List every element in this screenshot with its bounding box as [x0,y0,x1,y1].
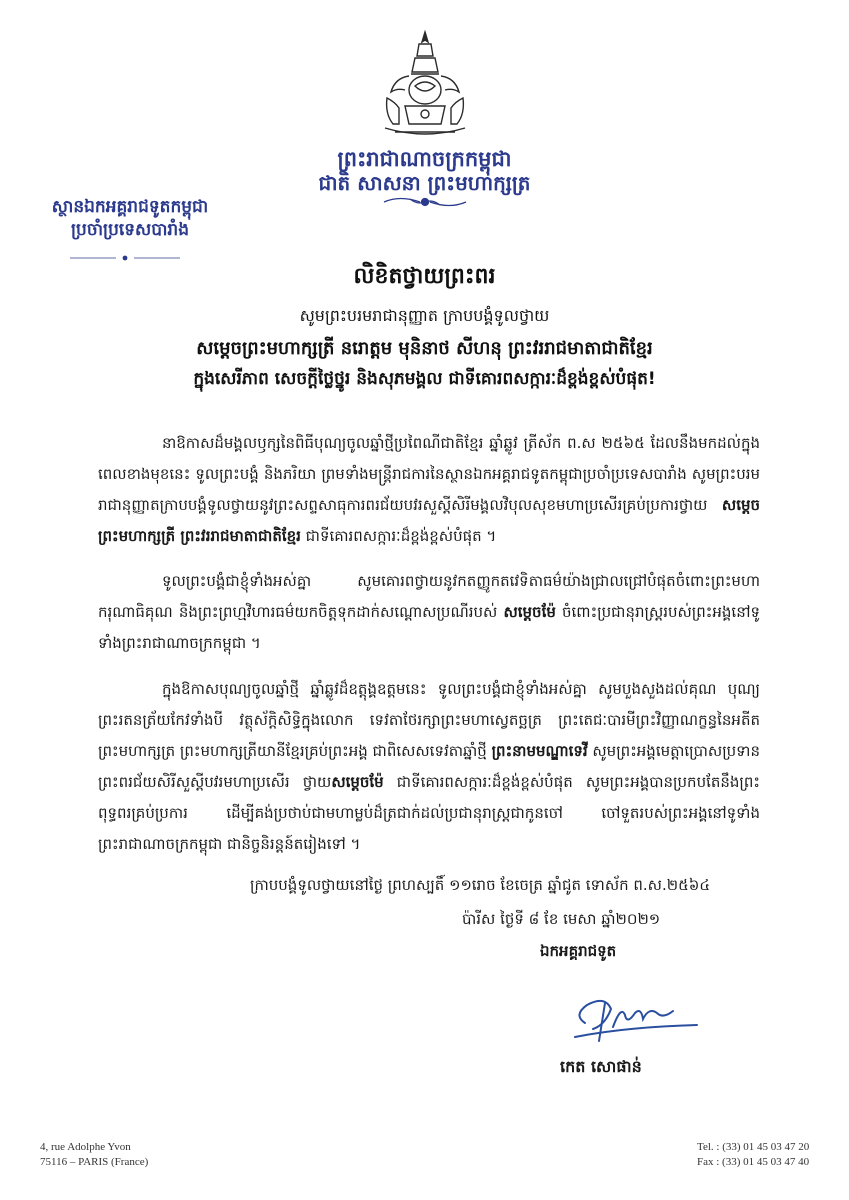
embassy-line-1: ស្ថានឯកអគ្គរាជទូតកម្ពុជា [51,197,209,217]
blessing-line: ក្នុងសេរីភាព សេចក្តីថ្លៃថ្នូរ និងសុភមង្គល ជាទីគោរពសក្ការៈដ៏ខ្ពង់ខ្ពស់បំផុត! [193,369,656,389]
embassy-divider-icon [70,254,180,262]
body-paragraph-1: នាឱកាសដ៏មង្គលឫក្សនៃពិធីបុណ្យចូលឆ្នាំថ្មីប្រពៃណីជាតិខ្មែរ ឆ្នាំឆ្លូវ ត្រីស័ក ព.ស ២៥៦៥ ដែលនឹងមកដល់ក្នុងពេលខាងមុខនេះ ទូលព្រះបង្គំ និងភរិយា ព្រមទាំងមន្ត្រីរាជការនៃស្ថានឯកអគ្គរាជទូតកម្ពុជាប្រចាំប្រទេសបារាំង សូមព្រះបរមរាជានុញ្ញាតក្រាបបង្គំទូលថ្វាយនូវព្រះសព្ទសាធុការពរជ័យបវរសួស្តីសិរីមង្គលវិបុលសុខមហាប្រសើរគ្រប់ប្រការថ្វាយ សម្តេចព្រះមហាក្សត្រី ព្រះវររាជមាតាជាតិខ្មែរ ជាទីគោរពសក្ការៈដ៏ខ្ពង់ខ្ពស់បំផុត ។ [98,434,760,545]
embassy-name [20,196,240,242]
document-title: លិខិតថ្វាយព្រះពរ [353,264,496,289]
fax-number: Fax : (33) 01 45 03 47 40 [697,1156,810,1168]
recipient-line: សម្តេចព្រះមហាក្សត្រី នរោត្តម មុនិនាថ សីហនុ ព្រះវររាជមាតាជាតិខ្មែរ [196,338,653,359]
embassy-address [40,1140,148,1170]
embassy-line-2: ប្រចាំប្រទេសបារាំង [70,220,190,240]
place-date-line: ប៉ារីស ថ្ងៃទី ៨ ខែ មេសា ឆ្នាំ២០២១ [462,910,661,928]
body-paragraph-3: ក្នុងឱកាសបុណ្យចូលឆ្នាំថ្មី ឆ្នាំឆ្លូវដ៏ឧត្តុង្គឧត្តមនេះ ទូលព្រះបង្គំជាខ្ញុំទាំងអស់គ្នា សូមបួងសួងដល់គុណ បុណ្យព្រះរតនត្រ័យកែវទាំងបី វត្ថុស័ក្តិសិទ្ធិក្នុងលោក ទេវតាថែរក្សាព្រះមហាស្វេតច្ឆត្រ ព្រះតេជៈបារមីព្រះវិញ្ញាណក្ខន្ធនៃអតីតព្រះមហាក្សត្រ ព្រះមហាក្សត្រីយានីខ្មែរគ្រប់ព្រះអង្គ ជាពិសេសទេវតាឆ្នាំថ្មី ព្រះនាមមណ្ឌាទេវី សូមព្រះអង្គមេត្តាប្រោសប្រទានព្រះពរជ័យសិរីសួស្តីបវរមហាប្រសើរ ថ្វាយសម្តេចម៉ែ ជាទីគោរពសក្ការៈដ៏ខ្ពង់ខ្ពស់បំផុត សូមព្រះអង្គបានប្រកបតែនឹងព្រះពុទ្ធពរគ្រប់ប្រការ ដើម្បីគង់ប្រថាប់ជាមហាម្លប់ដ៏ត្រជាក់ដល់ប្រជានុរាស្ត្រជាកូនចៅ ចៅទួតរបស់ព្រះអង្គនៅទូទាំងព្រះរាជាណាចក្រកម្ពុជា ជានិច្ចនិរន្តន៍តរៀងទៅ ។ [98,680,760,853]
embassy-contact [697,1140,809,1170]
handwritten-signature-icon [565,985,705,1055]
signer-title: ឯកអគ្គរាជទូត [540,942,617,960]
address-city: 75116 – PARIS (France) [40,1156,149,1168]
signer-name: កេត សោផាន់ [560,1057,642,1076]
body-paragraph-2: ទូលព្រះបង្គំជាខ្ញុំទាំងអស់គ្នា សូមគោរពថ្វាយនូវកតញ្ញូកតវេទិតាធម៌យ៉ាងជ្រាលជ្រៅបំផុតចំពោះព្រះមហាករុណាធិគុណ និងព្រះព្រហ្មវិហារធម៌យកចិត្តទុកដាក់សណ្តោសប្រណីរបស់ សម្តេចម៉ែ ចំពោះប្រជានុរាស្ត្ររបស់ព្រះអង្គនៅទូទាំងព្រះរាជាណាចក្រកម្ពុជា ។ [98,572,760,652]
address-street: 4, rue Adolphe Yvon [40,1141,131,1153]
royal-coat-of-arms-icon [375,28,475,140]
ornament-divider-icon [380,195,470,209]
telephone-number: Tel. : (33) 01 45 03 47 20 [697,1141,810,1153]
national-motto: ជាតិ សាសនា ព្រះមហាក្សត្រ [318,171,531,195]
kingdom-name: ព្រះរាជាណាចក្រកម្ពុជា [337,147,512,171]
lunar-date-line: ក្រាបបង្គំទូលថ្វាយនៅថ្ងៃ ព្រហស្បតិ៍ ១១រោច ខែចេត្រ ឆ្នាំជូត ទោស័ក ព.ស.២៥៦៤ [250,876,710,894]
salutation-line: សូមព្រះបរមរាជានុញ្ញាត ក្រាបបង្គំទូលថ្វាយ [299,306,550,325]
